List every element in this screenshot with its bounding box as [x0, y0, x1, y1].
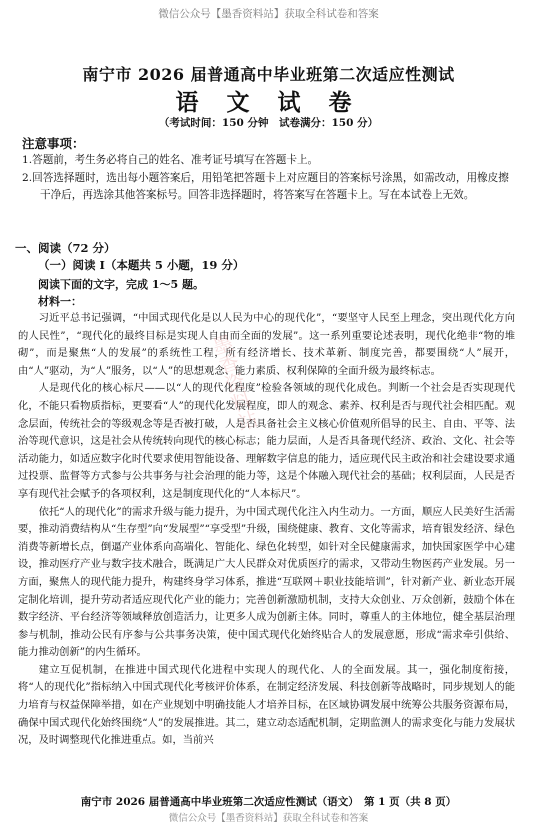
bottom-banner: 微信公众号【墨香资料站】获取全科试卷和答案: [168, 813, 369, 824]
material-label: 材料一：: [38, 295, 82, 308]
reading-subheading: （一）阅读 Ⅰ（本题共 5 小题，19 分）: [38, 258, 245, 272]
paragraph-2: 人是现代化的核心标尺——以“人的现代化程度”检验各领域的现代化成色。判断一个社会是否实现现代化，不能只看物质指标，更要看“人”的现代化发展程度，即人的观念、素养、权利是否与现代社会相匹配。观念层面，传统社会的等级观念等是否被打破，人是否具备社会主义核心价值观所倡导的民主、自由、平等、法治等现代意识，这是社会从传统转向现代的核心标志；能力层面，人是否具备现代经济、政治、文化、社会等活动能力，如适应数字化时代要求使用智能设备、理解数字信息的能力，适应现代民主政治和社会建设要求通过投票、监督等方式参与公共事务与社会治理的能力等，这是个体融入现代社会的基础；权利层面，人民是否享有现代社会赋予的各项权利，这是制度现代化的“人本标尺”。: [18, 382, 515, 500]
notice-item-1: 1.答题前，考生务必将自己的姓名、准考证号填写在答题卡上。: [22, 154, 319, 166]
paragraph-4: 建立互促机制，在推进中国式现代化进程中实现人的现代化、人的全面发展。其一，强化制度衔接，将“人的现代化”指标纳入中国式现代化考核评价体系，在制定经济发展、科技创新等战略时，同步规划人的能力培育与权益保障举措，如在产业规划中明确技能人才培养目标，在区域协调发展中统筹公共服务资源布局，确保中国式现代化始终围绕“人”的发展推进。其二，建立动态适配机制，定期监测人的需求变化与能力发展状况，及时调整现代化推进重点。如，当前兴: [18, 663, 515, 747]
watermark: 墨香资料站: [206, 331, 261, 435]
article-body: [18, 310, 515, 750]
exam-subject: 语 文 试 卷: [175, 89, 362, 116]
exam-meta: （考试时间：150 分钟 试卷满分：150 分）: [158, 117, 379, 129]
page-footer: 南宁市 2026 届普通高中毕业班第二次适应性测试（语文） 第 1 页（共 8 页）: [80, 796, 457, 808]
notice-item-2: 2.回答选择题时，选出每小题答案后，用铅笔把答题卡上对应题目的答案标号涂黑，如需改动，用橡皮擦干净后，再选涂其他答案标号。回答非选择题时，将答案写在答题卡上。写在本试卷上无效。: [22, 172, 509, 201]
reading-instruction: 阅读下面的文字，完成 1～5 题。: [38, 278, 204, 291]
paragraph-1: 习近平总书记强调，“中国式现代化是以人民为中心的现代化”，“要坚守人民至上理念，突出现代化方向的人民性”，“现代化的最终目标是实现人自由而全面的发展”。这一系列重要论述表明，现代化绝非“物的堆砌”，而是聚焦“人的发展”的系统性工程，所有经济增长、技术革新、制度完善，都要围绕“人”展开，由“人”驱动，为“人”服务，以“人”的思想观念、能力素质、权利保障的全面升级为最终标志。: [18, 312, 515, 377]
header-banner: 微信公众号【墨香资料站】获取全科试卷和答案: [158, 8, 379, 20]
notice-heading: 注意事项：: [22, 136, 85, 151]
paragraph-3: 依托“人的现代化”的需求升级与能力提升，为中国式现代化注入内生动力。一方面，顺应人民美好生活需要，推动消费结构从“生存型”向“发展型”“享受型”升级，围绕健康、教育、文化等需求，培育银发经济、绿色消费等新增长点，倒逼产业体系向高端化、智能化、绿色化转型，如针对全民健康需求，加快国家医学中心建设，推动医疗产业与数字技术融合，既满足广大人民群众对优质医疗的需求，又带动生物医药产业发展。另一方面，聚焦人的现代能力提升，构建终身学习体系，推进“互联网＋职业技能培训”，针对新产业、新业态开展定制化培训，提升劳动者适应现代化产业的能力；完善创新激励机制，支持大众创业、万众创新，鼓励个体在数字经济、平台经济等领域释放创造活力，让更多人成为创新主体。同时，尊重人的主体地位，健全基层治理参与机制，推动公民有序参与公共事务决策，使中国式现代化始终贴合人的发展意愿，形成“需求牵引供给、能力推动创新”的内生循环。: [18, 505, 515, 659]
exam-title: 南宁市 2026 届普通高中毕业班第二次适应性测试: [82, 65, 455, 84]
section-heading: 一、阅读（72 分）: [15, 241, 116, 255]
